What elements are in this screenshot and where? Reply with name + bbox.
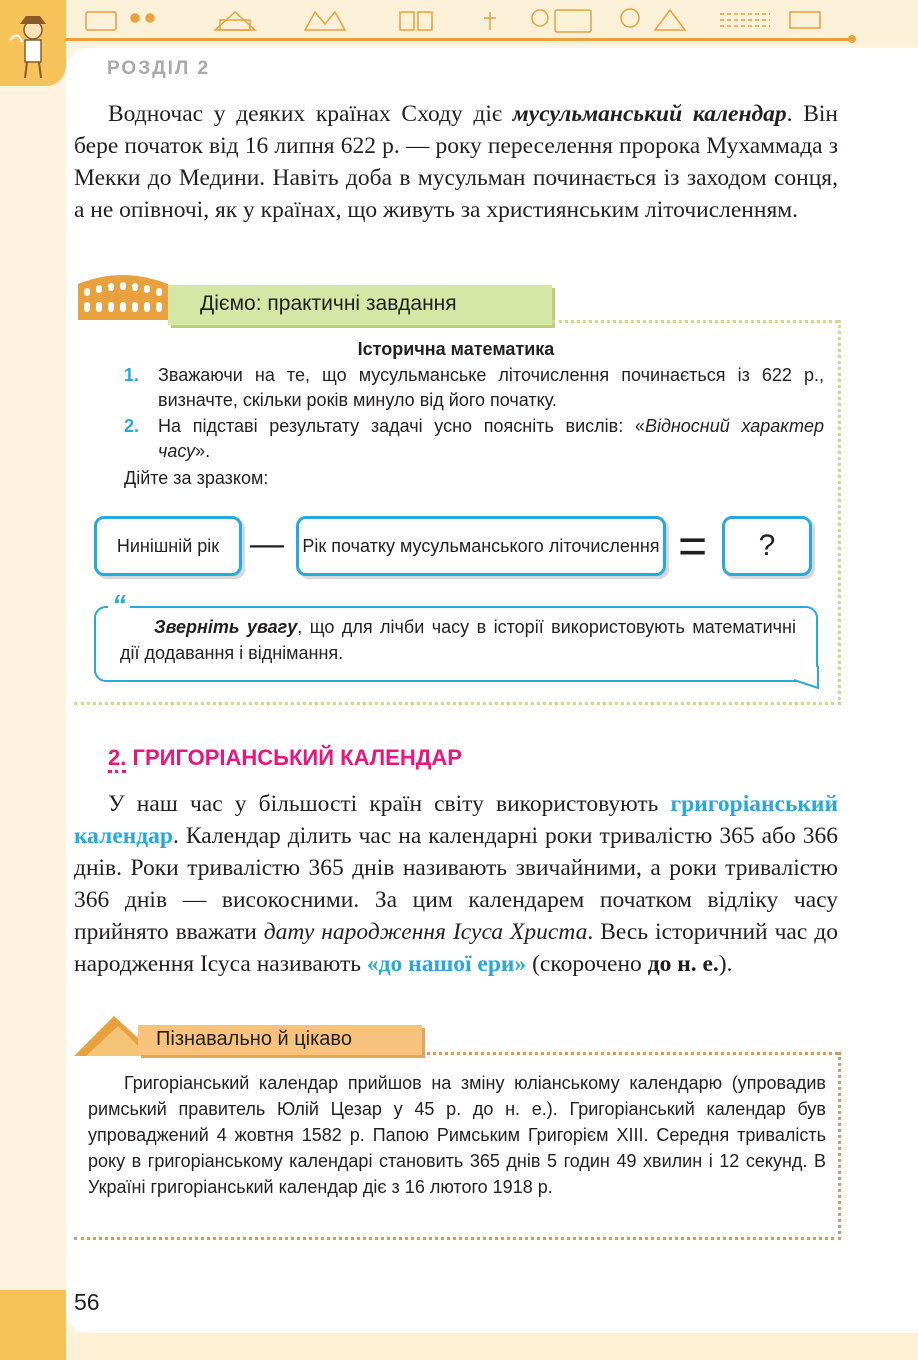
history-icons-strip xyxy=(70,4,850,34)
task-2-number: 2. xyxy=(124,416,140,436)
s2-text-c: . Весь історичний час до народження Ісуса називають xyxy=(74,919,838,977)
formula-equals: = xyxy=(678,518,708,574)
section-2-paragraph xyxy=(74,788,838,980)
s2-era: «до нашої ери» xyxy=(366,951,527,977)
explorer-icon xyxy=(0,0,66,86)
s2-abbr: до н. е. xyxy=(647,951,719,977)
fact-banner xyxy=(138,1025,422,1055)
s2-term: григоріанський календар xyxy=(74,791,838,849)
task-2-quote: Відносний характер часу xyxy=(158,416,824,461)
fact-text: Григоріанський календар прийшов на зміну юліанському календарю (упровадив римський правитель Юлій Цезар у 45 р. до н. е.). Григоріанський календар був упроваджений 4 жовтня 1582 р. Папою Римським Григорієм XIII. Середня тривалість року в григоріанському календарі становить 365 днів 5 годин 49 хвилин і 12 секунд. В Україні григоріанський календар діє з 16 лютого 1918 р. xyxy=(88,1073,826,1197)
s2-text-d: (скорочено xyxy=(526,951,648,977)
formula-box-start-year: Рік початку мусульманського літочислення xyxy=(296,516,666,576)
note-tail xyxy=(794,666,822,690)
task-2-text-a: На підставі результату задачі усно поясніть вислів: « xyxy=(158,416,645,436)
s2-text-e: ). xyxy=(718,951,733,977)
practice-banner-label: Діємо: практичні завдання xyxy=(200,292,457,315)
explorer-corner xyxy=(0,0,66,86)
section-label: РОЗДІЛ 2 xyxy=(107,58,211,79)
section-2-heading xyxy=(108,745,462,771)
formula-box-answer: ? xyxy=(722,516,812,576)
s2-italic: дату народження Ісуса Христа xyxy=(263,919,588,945)
practice-title: Історична математика xyxy=(357,339,555,359)
top-rule-dot xyxy=(848,35,856,43)
section-2-title: ГРИГОРІАНСЬКИЙ КАЛЕНДАР xyxy=(132,745,462,770)
attention-note-text xyxy=(120,614,796,666)
intro-text-b: . Він бере початок від 16 липня 622 р. — року переселення пророка Мухаммада з Мекки до Медини. Навіть доба в мусульман починається із заходом сонця, а не опівночі, як у країнах, що живуть за християнським літочисленням. xyxy=(74,101,838,223)
task-1 xyxy=(124,363,824,413)
bottom-corner xyxy=(0,1290,66,1360)
formula-box-current-year: Нинішній рік xyxy=(94,516,242,576)
intro-text-a: Водночас у деяких країнах Сходу діє xyxy=(108,101,513,127)
quote-icon: “ xyxy=(108,591,130,619)
attention-note-rest: , що для лічби часу в історії використовують математичні дії додавання і віднімання. xyxy=(120,617,796,663)
bottom-band xyxy=(66,1333,918,1360)
task-2 xyxy=(124,414,824,464)
page-number: 56 xyxy=(74,1289,100,1315)
s2-text-a: У наш час у більшості країн світу використовують xyxy=(108,791,671,817)
intro-term: мусульманський календар xyxy=(512,101,787,127)
practice-banner xyxy=(168,285,552,325)
s2-text-b: . Календар ділить час на календарні роки тривалістю 365 або 366 днів. Роки тривалістю 365 днів називають звичайними, а роки тривалістю 366 днів — високосними. За цим календарем початком відліку часу прийнято вважати xyxy=(74,823,838,945)
fact-banner-label: Пізнавально й цікаво xyxy=(156,1028,352,1050)
colosseum-icon xyxy=(74,264,172,322)
attention-note-bold: Зверніть увагу xyxy=(154,617,298,637)
section-2-number: 2. xyxy=(108,745,126,773)
example-label: Дійте за зразком: xyxy=(124,468,269,488)
intro-paragraph xyxy=(74,98,838,226)
task-1-number: 1. xyxy=(124,365,140,385)
task-2-text-b: ». xyxy=(195,441,211,461)
top-rule xyxy=(66,38,850,41)
formula-minus: — xyxy=(250,525,284,563)
task-1-text: Зважаючи на те, що мусульманське літочислення починається із 622 р., визначте, скільки років минуло від його початку. xyxy=(158,365,824,410)
